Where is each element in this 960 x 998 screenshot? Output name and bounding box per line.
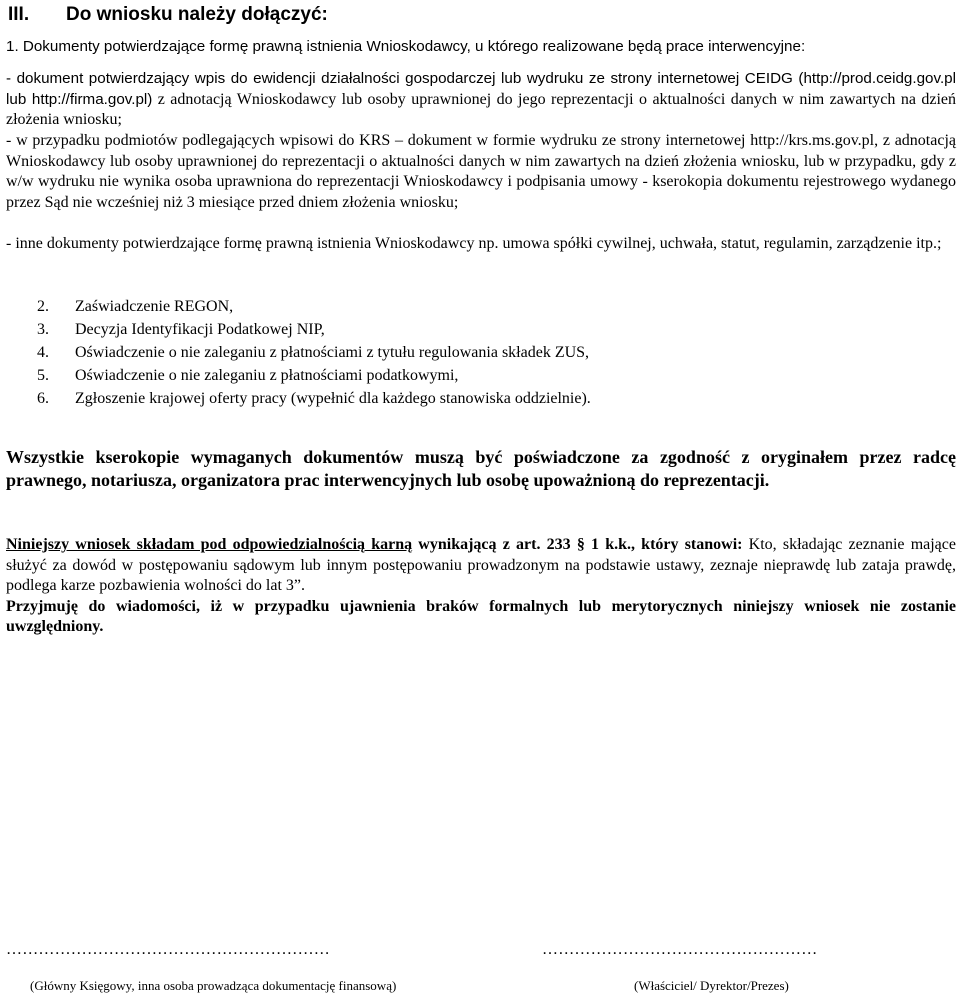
- attachment-list: [37, 298, 591, 413]
- certification-notice: Wszystkie kserokopie wymaganych dokumentów muszą być poświadczone za zgodność z oryginałem przez radcę prawnego, notariusza, organizatora prac interwencyjnych lub osobę upoważnioną do reprezentacji.: [6, 447, 956, 490]
- signature-line-left: ……………………………………………………: [6, 941, 330, 958]
- declaration-quote: Kto, składając zeznanie mające służyć za dowód w postępowaniu sądowym lub innym postępowaniu prowadzonym na podstawie ustawy, zeznaje nieprawdę lub zataja prawdę, podlega karze pozbawienia wolności do lat 3”.: [6, 536, 956, 594]
- list-item: 5. Oświadczenie o nie zaleganiu z płatnościami podatkowymi,: [37, 367, 459, 384]
- signature-line-right: ……………………………………………: [542, 941, 818, 958]
- section-heading: [8, 4, 328, 26]
- list-item: 6. Zgłoszenie krajowej oferty pracy (wypełnić dla każdego stanowiska oddzielnie).: [37, 390, 591, 407]
- list-item: 4. Oświadczenie o nie zaleganiu z płatnościami z tytułu regulowania składek ZUS,: [37, 344, 590, 361]
- item-1-other-paragraph: - inne dokumenty potwierdzające formę prawną istnienia Wnioskodawcy np. umowa spółki cywilnej, uchwała, statut, regulamin, zarządzenie itp.;: [6, 235, 942, 252]
- declaration-bold: wynikającą z art. 233 § 1 k.k., który stanowi:: [412, 536, 743, 553]
- acknowledgement: Przyjmuję do wiadomości, iż w przypadku ujawnienia braków formalnych lub merytorycznych niniejszy wniosek nie zostanie uwzględniony.: [6, 597, 956, 635]
- section-title: Do wniosku należy dołączyć:: [66, 4, 328, 25]
- ceidg-text-a: - dokument potwierdzający wpis do ewidencji działalności gospodarczej lub wydruku ze strony internetowej CEIDG (http://prod.ceidg.gov.pl lub http://firma.gov.pl): [6, 70, 956, 108]
- item-1-krs-paragraph: - w przypadku podmiotów podlegających wpisowi do KRS – dokument w formie wydruku ze strony internetowej http://krs.ms.gov.pl, z adnotacją Wnioskodawcy lub osoby uprawnionej do reprezentacji o aktualności danych w nim zawartych na dzień złożenia wniosku, lub w przypadku, gdy z w/w wydruku nie wynika osoba uprawniona do reprezentacji Wnioskodawcy i podpisania umowy - kserokopia dokumentu rejestrowego wydanego przez Sąd nie wcześniej niż 3 miesiące przed dniem złożenia wniosku;: [6, 132, 956, 212]
- item-1-ceidg-paragraph: [6, 69, 956, 131]
- signature-label-left: (Główny Księgowy, inna osoba prowadząca dokumentację finansową): [30, 978, 397, 993]
- list-item: 2. Zaświadczenie REGON,: [37, 298, 234, 315]
- list-item: 3. Decyzja Identyfikacji Podatkowej NIP,: [37, 321, 325, 338]
- ceidg-text-b: z adnotacją Wnioskodawcy lub osoby uprawnionej do jego reprezentacji o aktualności danych w nim zawartych na dzień złożenia wniosku;: [6, 90, 957, 129]
- declaration-underlined: Niniejszy wniosek składam pod odpowiedzialnością karną: [6, 536, 413, 553]
- section-number: III.: [8, 4, 30, 25]
- criminal-liability-declaration: [6, 535, 956, 638]
- item-1-intro: 1. Dokumenty potwierdzające formę prawną istnienia Wnioskodawcy, u którego realizowane będą prace interwencyjne:: [6, 38, 806, 55]
- signature-label-right: (Właściciel/ Dyrektor/Prezes): [634, 978, 789, 993]
